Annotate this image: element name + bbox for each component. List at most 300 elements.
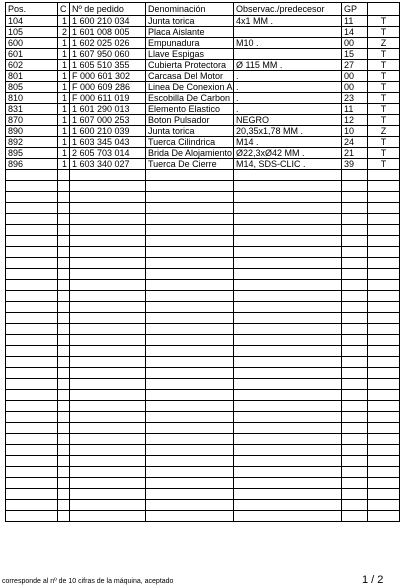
cell-remarks — [234, 478, 342, 489]
cell-gp — [342, 236, 368, 247]
cell-order-number — [70, 445, 146, 456]
cell-gp — [342, 291, 368, 302]
cell-gp — [342, 247, 368, 258]
cell-order-number — [70, 203, 146, 214]
cell-gp — [342, 324, 368, 335]
cell-pos — [6, 423, 58, 434]
cell-remarks — [234, 489, 342, 500]
cell-c — [58, 313, 70, 324]
cell-designation — [146, 423, 234, 434]
cell-gp — [342, 225, 368, 236]
table-row — [6, 60, 400, 71]
cell-designation — [146, 500, 234, 511]
cell-order-number — [70, 467, 146, 478]
cell-type — [368, 456, 400, 467]
cell-gp — [342, 456, 368, 467]
cell-remarks — [234, 258, 342, 269]
cell-type — [368, 302, 400, 313]
cell-remarks: . — [234, 71, 342, 82]
cell-c — [58, 423, 70, 434]
cell-designation: Linea De Conexion A — [146, 82, 234, 93]
cell-type: T — [368, 71, 400, 82]
empty-table-row — [6, 280, 400, 291]
cell-c — [58, 357, 70, 368]
cell-pos — [6, 500, 58, 511]
table-row — [6, 38, 400, 49]
cell-type — [368, 511, 400, 522]
cell-designation — [146, 302, 234, 313]
header-remarks: Observac./predecesor — [234, 3, 342, 16]
cell-remarks — [234, 302, 342, 313]
cell-remarks — [234, 434, 342, 445]
table-row — [6, 115, 400, 126]
cell-gp: 00 — [342, 38, 368, 49]
cell-c — [58, 324, 70, 335]
cell-remarks — [234, 511, 342, 522]
cell-gp: 11 — [342, 16, 368, 27]
cell-order-number — [70, 500, 146, 511]
cell-order-number — [70, 423, 146, 434]
cell-remarks — [234, 390, 342, 401]
cell-order-number — [70, 225, 146, 236]
cell-type: T — [368, 49, 400, 60]
cell-designation: Boton Pulsador — [146, 115, 234, 126]
cell-gp — [342, 258, 368, 269]
cell-designation — [146, 379, 234, 390]
cell-remarks: M14 . — [234, 137, 342, 148]
cell-type — [368, 203, 400, 214]
cell-remarks — [234, 27, 342, 38]
cell-type — [368, 280, 400, 291]
cell-order-number — [70, 269, 146, 280]
cell-c — [58, 401, 70, 412]
cell-remarks: Ø 115 MM . — [234, 60, 342, 71]
cell-c — [58, 390, 70, 401]
cell-designation — [146, 335, 234, 346]
cell-type — [368, 291, 400, 302]
cell-designation: Junta torica — [146, 16, 234, 27]
cell-designation — [146, 280, 234, 291]
cell-remarks — [234, 401, 342, 412]
empty-table-row — [6, 203, 400, 214]
cell-order-number — [70, 368, 146, 379]
cell-c — [58, 247, 70, 258]
empty-table-row — [6, 214, 400, 225]
table-row — [6, 82, 400, 93]
footer-note: corresponde al nº de 10 cifras de la máquina, aceptado — [2, 578, 174, 585]
cell-pos — [6, 291, 58, 302]
cell-order-number — [70, 390, 146, 401]
cell-remarks — [234, 49, 342, 60]
cell-gp: 10 — [342, 126, 368, 137]
cell-remarks — [234, 456, 342, 467]
cell-order-number: 1 601 290 013 — [70, 104, 146, 115]
cell-type: T — [368, 82, 400, 93]
empty-table-row — [6, 247, 400, 258]
empty-table-row — [6, 445, 400, 456]
cell-remarks — [234, 500, 342, 511]
empty-table-row — [6, 368, 400, 379]
cell-type: T — [368, 137, 400, 148]
cell-designation: Carcasa Del Motor — [146, 71, 234, 82]
cell-designation — [146, 401, 234, 412]
cell-c — [58, 280, 70, 291]
cell-designation — [146, 346, 234, 357]
cell-type — [368, 236, 400, 247]
cell-gp — [342, 181, 368, 192]
cell-remarks — [234, 192, 342, 203]
cell-designation: Junta torica — [146, 126, 234, 137]
cell-pos: 105 — [6, 27, 58, 38]
cell-type — [368, 346, 400, 357]
cell-order-number: 1 602 025 026 — [70, 38, 146, 49]
table-row — [6, 137, 400, 148]
cell-type — [368, 379, 400, 390]
cell-c — [58, 456, 70, 467]
empty-table-row — [6, 467, 400, 478]
cell-remarks — [234, 214, 342, 225]
cell-order-number: 1 605 510 355 — [70, 60, 146, 71]
cell-designation — [146, 225, 234, 236]
cell-pos — [6, 412, 58, 423]
cell-gp — [342, 346, 368, 357]
cell-type — [368, 478, 400, 489]
cell-gp: 00 — [342, 71, 368, 82]
cell-order-number: F 000 609 286 — [70, 82, 146, 93]
cell-pos: 600 — [6, 38, 58, 49]
cell-c — [58, 236, 70, 247]
cell-pos — [6, 478, 58, 489]
cell-gp — [342, 368, 368, 379]
cell-gp — [342, 379, 368, 390]
cell-pos — [6, 390, 58, 401]
cell-order-number: 1 601 008 005 — [70, 27, 146, 38]
cell-designation: Cubierta Protectora — [146, 60, 234, 71]
cell-pos — [6, 313, 58, 324]
cell-c — [58, 412, 70, 423]
cell-order-number — [70, 412, 146, 423]
table-row — [6, 104, 400, 115]
cell-pos: 890 — [6, 126, 58, 137]
cell-pos — [6, 302, 58, 313]
cell-remarks — [234, 423, 342, 434]
cell-remarks: NEGRO — [234, 115, 342, 126]
cell-order-number: 1 607 950 060 — [70, 49, 146, 60]
cell-c: 1 — [58, 115, 70, 126]
cell-type — [368, 181, 400, 192]
cell-type — [368, 467, 400, 478]
cell-remarks: . — [234, 82, 342, 93]
cell-c: 1 — [58, 82, 70, 93]
cell-c — [58, 225, 70, 236]
empty-table-row — [6, 269, 400, 280]
cell-remarks — [234, 412, 342, 423]
cell-type — [368, 401, 400, 412]
cell-order-number — [70, 291, 146, 302]
cell-order-number — [70, 478, 146, 489]
cell-designation — [146, 434, 234, 445]
cell-order-number — [70, 489, 146, 500]
cell-pos — [6, 401, 58, 412]
cell-remarks — [234, 379, 342, 390]
cell-remarks — [234, 269, 342, 280]
empty-table-row — [6, 181, 400, 192]
cell-gp — [342, 445, 368, 456]
page-number: 1 / 2 — [362, 574, 384, 586]
cell-c — [58, 335, 70, 346]
cell-c: 1 — [58, 16, 70, 27]
empty-table-row — [6, 192, 400, 203]
cell-remarks — [234, 368, 342, 379]
cell-type: T — [368, 148, 400, 159]
cell-type — [368, 423, 400, 434]
cell-pos: 104 — [6, 16, 58, 27]
cell-remarks — [234, 445, 342, 456]
cell-c — [58, 258, 70, 269]
cell-gp: 39 — [342, 159, 368, 170]
table-row — [6, 49, 400, 60]
cell-order-number — [70, 236, 146, 247]
table-row — [6, 16, 400, 27]
cell-c: 1 — [58, 126, 70, 137]
cell-remarks — [234, 313, 342, 324]
cell-type — [368, 412, 400, 423]
header-pos: Pos. — [6, 3, 58, 16]
cell-designation: Placa Aislante — [146, 27, 234, 38]
cell-order-number — [70, 192, 146, 203]
cell-c — [58, 192, 70, 203]
cell-pos: 895 — [6, 148, 58, 159]
cell-gp: 24 — [342, 137, 368, 148]
cell-c — [58, 511, 70, 522]
cell-designation — [146, 269, 234, 280]
cell-pos: 896 — [6, 159, 58, 170]
cell-remarks — [234, 291, 342, 302]
cell-order-number: 1 603 340 027 — [70, 159, 146, 170]
cell-type — [368, 170, 400, 181]
cell-c — [58, 302, 70, 313]
cell-type: T — [368, 60, 400, 71]
empty-table-row — [6, 170, 400, 181]
cell-c: 1 — [58, 104, 70, 115]
header-gp: GP — [342, 3, 368, 16]
cell-order-number: F 000 611 019 — [70, 93, 146, 104]
cell-gp — [342, 390, 368, 401]
cell-order-number: 1 603 345 043 — [70, 137, 146, 148]
empty-table-row — [6, 401, 400, 412]
cell-remarks — [234, 346, 342, 357]
cell-c — [58, 445, 70, 456]
cell-c — [58, 203, 70, 214]
cell-gp: 21 — [342, 148, 368, 159]
cell-type: Z — [368, 38, 400, 49]
cell-designation — [146, 368, 234, 379]
table-row — [6, 159, 400, 170]
cell-gp — [342, 269, 368, 280]
cell-order-number — [70, 313, 146, 324]
cell-order-number — [70, 181, 146, 192]
cell-gp — [342, 302, 368, 313]
cell-pos: 805 — [6, 82, 58, 93]
table-body — [6, 16, 400, 522]
cell-pos: 602 — [6, 60, 58, 71]
cell-gp — [342, 478, 368, 489]
empty-table-row — [6, 258, 400, 269]
cell-c: 1 — [58, 38, 70, 49]
cell-pos — [6, 346, 58, 357]
cell-designation: Tuerca Cilindrica — [146, 137, 234, 148]
cell-pos: 831 — [6, 104, 58, 115]
cell-gp — [342, 335, 368, 346]
cell-order-number: 1 600 210 039 — [70, 126, 146, 137]
cell-c — [58, 500, 70, 511]
cell-designation — [146, 291, 234, 302]
cell-c: 2 — [58, 27, 70, 38]
cell-c — [58, 478, 70, 489]
cell-pos: 892 — [6, 137, 58, 148]
cell-c — [58, 434, 70, 445]
cell-designation — [146, 390, 234, 401]
cell-type: T — [368, 16, 400, 27]
cell-designation: Tuerca De Cierre — [146, 159, 234, 170]
cell-designation: Brida De Alojamiento — [146, 148, 234, 159]
cell-gp — [342, 423, 368, 434]
cell-pos — [6, 225, 58, 236]
cell-type: Z — [368, 126, 400, 137]
cell-designation — [146, 478, 234, 489]
cell-c: 1 — [58, 60, 70, 71]
cell-type: T — [368, 159, 400, 170]
cell-gp — [342, 214, 368, 225]
cell-gp: 23 — [342, 93, 368, 104]
cell-order-number — [70, 214, 146, 225]
cell-order-number — [70, 247, 146, 258]
cell-gp — [342, 434, 368, 445]
cell-designation — [146, 181, 234, 192]
empty-table-row — [6, 423, 400, 434]
cell-order-number — [70, 346, 146, 357]
cell-pos — [6, 434, 58, 445]
cell-designation — [146, 258, 234, 269]
cell-remarks — [234, 225, 342, 236]
cell-gp — [342, 467, 368, 478]
cell-pos — [6, 467, 58, 478]
cell-gp: 14 — [342, 27, 368, 38]
table-row — [6, 71, 400, 82]
cell-gp — [342, 192, 368, 203]
cell-gp — [342, 401, 368, 412]
cell-pos — [6, 170, 58, 181]
cell-designation: Llave Espigas — [146, 49, 234, 60]
cell-remarks — [234, 280, 342, 291]
cell-order-number — [70, 357, 146, 368]
cell-remarks: . — [234, 104, 342, 115]
cell-type — [368, 313, 400, 324]
cell-pos — [6, 324, 58, 335]
cell-pos — [6, 247, 58, 258]
cell-remarks — [234, 181, 342, 192]
cell-pos — [6, 258, 58, 269]
cell-c: 1 — [58, 49, 70, 60]
empty-table-row — [6, 225, 400, 236]
empty-table-row — [6, 500, 400, 511]
table-row — [6, 27, 400, 38]
cell-c: 1 — [58, 71, 70, 82]
cell-designation — [146, 247, 234, 258]
cell-type — [368, 214, 400, 225]
cell-order-number — [70, 511, 146, 522]
cell-remarks: Ø22,3xØ42 MM . — [234, 148, 342, 159]
cell-gp — [342, 280, 368, 291]
empty-table-row — [6, 335, 400, 346]
cell-designation — [146, 192, 234, 203]
cell-remarks — [234, 357, 342, 368]
cell-remarks — [234, 170, 342, 181]
cell-pos — [6, 335, 58, 346]
cell-order-number — [70, 456, 146, 467]
cell-c — [58, 269, 70, 280]
cell-order-number — [70, 324, 146, 335]
cell-remarks — [234, 203, 342, 214]
cell-remarks: . — [234, 93, 342, 104]
cell-type: T — [368, 27, 400, 38]
cell-c — [58, 368, 70, 379]
cell-type — [368, 445, 400, 456]
cell-pos — [6, 456, 58, 467]
cell-pos — [6, 214, 58, 225]
cell-gp: 15 — [342, 49, 368, 60]
empty-table-row — [6, 511, 400, 522]
cell-remarks — [234, 236, 342, 247]
cell-type — [368, 192, 400, 203]
cell-designation: Empunadura — [146, 38, 234, 49]
cell-pos: 801 — [6, 71, 58, 82]
parts-table — [5, 2, 400, 522]
cell-remarks: M10 . — [234, 38, 342, 49]
cell-c — [58, 181, 70, 192]
empty-table-row — [6, 434, 400, 445]
cell-type: T — [368, 104, 400, 115]
cell-gp — [342, 357, 368, 368]
table-row — [6, 148, 400, 159]
cell-order-number — [70, 170, 146, 181]
cell-gp — [342, 489, 368, 500]
cell-designation — [146, 489, 234, 500]
cell-gp — [342, 170, 368, 181]
empty-table-row — [6, 357, 400, 368]
table-header-row — [6, 3, 400, 16]
cell-type — [368, 335, 400, 346]
cell-pos — [6, 280, 58, 291]
cell-type: T — [368, 115, 400, 126]
header-designation: Denominación — [146, 3, 234, 16]
cell-remarks — [234, 335, 342, 346]
cell-c — [58, 489, 70, 500]
cell-remarks — [234, 324, 342, 335]
cell-gp — [342, 412, 368, 423]
cell-designation — [146, 467, 234, 478]
cell-remarks: 4x1 MM . — [234, 16, 342, 27]
cell-order-number — [70, 379, 146, 390]
empty-table-row — [6, 302, 400, 313]
cell-type: T — [368, 93, 400, 104]
cell-designation — [146, 170, 234, 181]
cell-pos: 870 — [6, 115, 58, 126]
empty-table-row — [6, 379, 400, 390]
cell-designation — [146, 445, 234, 456]
cell-c — [58, 467, 70, 478]
cell-designation: Escobilla De Carbon — [146, 93, 234, 104]
